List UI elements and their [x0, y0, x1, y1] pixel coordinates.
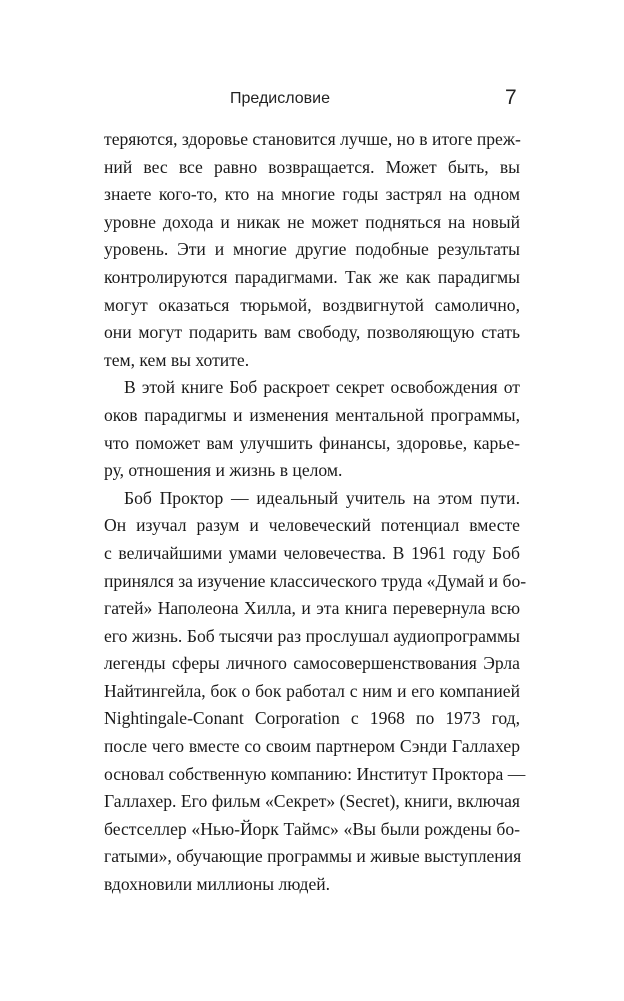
- text-line: бестселлер «Нью-Йорк Таймс» «Вы были рождены бо-: [104, 818, 520, 839]
- text-line: легенды сферы личного самосовершенствования Эрла: [104, 653, 520, 674]
- text-line: они могут подарить вам свободу, позволяющую стать: [104, 322, 520, 343]
- text-line: Он изучал разум и человеческий потенциал вместе: [104, 515, 520, 536]
- body-text: [104, 126, 527, 899]
- text-line: ру, отношения и жизнь в целом.: [104, 460, 343, 481]
- text-line: гатей» Наполеона Хилла, и эта книга перевернула всю: [104, 598, 520, 619]
- text-line: контролируются парадигмами. Так же как парадигмы: [104, 266, 520, 287]
- text-line: ний вес все равно возвращается. Может быть, вы: [104, 156, 520, 177]
- text-line: уровне дохода и никак не может подняться на новый: [104, 211, 520, 232]
- page-number: 7: [505, 86, 517, 109]
- text-line: гатыми», обучающие программы и живые выступления: [104, 846, 522, 867]
- text-line: его жизнь. Боб тысячи раз прослушал аудиопрограммы: [104, 625, 520, 646]
- text-line: Галлахер. Его фильм «Секрет» (Secret), книги, включая: [104, 791, 520, 812]
- text-line: В этой книге Боб раскроет секрет освобождения от: [124, 377, 520, 398]
- paragraph-1: [104, 126, 520, 374]
- text-line: тем, кем вы хотите.: [104, 349, 250, 370]
- text-line: основал собственную компанию: Институт Проктора —: [104, 763, 526, 784]
- text-line: знаете кого-то, кто на многие годы застрял на одном: [104, 184, 520, 205]
- paragraph-3: [104, 485, 527, 899]
- text-line: Найтингейла, бок о бок работал с ним и его компанией: [104, 680, 520, 701]
- text-line: что поможет вам улучшить финансы, здоровье, карье-: [104, 432, 520, 453]
- chapter-title: Предисловие: [230, 90, 330, 107]
- text-line: Боб Проктор — идеальный учитель на этом пути.: [124, 487, 520, 508]
- text-line: оков парадигмы и изменения ментальной программы,: [104, 404, 520, 425]
- running-header: [0, 86, 624, 114]
- text-line: принялся за изучение классического труда «Думай и бо-: [104, 570, 527, 591]
- text-line: вдохновили миллионы людей.: [104, 874, 331, 895]
- text-line: теряются, здоровье становится лучше, но в итоге преж-: [104, 129, 521, 149]
- paragraph-2: [104, 374, 520, 484]
- text-line: после чего вместе со своим партнером Сэнди Галлахер: [104, 736, 520, 757]
- text-line: могут оказаться тюрьмой, воздвигнутой самолично,: [104, 294, 520, 315]
- text-line: Nightingale-Conant Corporation с 1968 по 1973 год,: [104, 708, 520, 729]
- text-line: уровень. Эти и многие другие подобные результаты: [104, 239, 520, 260]
- text-line: с величайшими умами человечества. В 1961 году Боб: [104, 542, 520, 563]
